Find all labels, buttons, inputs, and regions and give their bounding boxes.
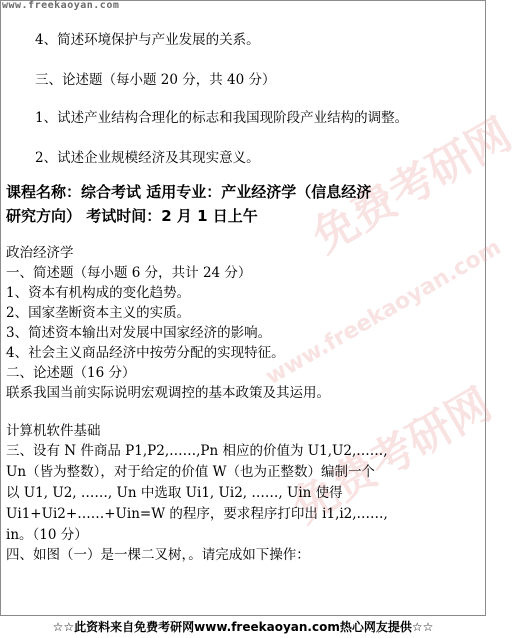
question-text: 四、如图（一）是一棵二叉树，。请完成如下操作： [6, 547, 310, 563]
question-text: 1、资本有机构成的变化趋势。 [6, 285, 191, 301]
section-heading: 二、论述题（16 分） [6, 365, 136, 381]
question-text: 以 U1, U2, ……, Un 中选取 Ui1, Ui2, ……, Uin 使得 [6, 485, 343, 501]
question-text: 三、设有 N 件商品 P1,P2,……,Pn 相应的价值为 U1,U2,……, [6, 443, 388, 459]
section-heading: 三、论述题（每小题 20 分，共 40 分） [35, 72, 276, 88]
question-text: 1、试述产业结构合理化的标志和我国现阶段产业结构的调整。 [35, 110, 409, 126]
question-text: 3、简述资本输出对发展中国家经济的影响。 [6, 325, 272, 341]
watermark-logo: 免费考研网 [284, 378, 501, 533]
course-heading: 课程名称：综合考试 适用专业：产业经济学（信息经济 [6, 183, 372, 201]
watermark-logo: www.freekaoyan.com [261, 234, 506, 391]
course-heading: 研究方向） 考试时间：2 月 1 日上午 [6, 207, 258, 225]
question-text: Un（皆为整数），对于给定的价值 W（也为正整数）编制一个 [6, 464, 375, 480]
watermark-url: www.freekaoyan.com [2, 0, 120, 11]
question-text: Ui1+Ui2+……+Uin=W 的程序，要求程序打印出 i1,i2,……, [6, 506, 388, 522]
question-text: in。（10 分） [6, 527, 88, 543]
footer-banner: ☆☆此资料来自免费考研网www.freekaoyan.com热心网友提供☆☆ [0, 615, 486, 638]
section-heading: 一、简述题（每小题 6 分，共计 24 分） [6, 265, 252, 281]
question-text: 2、试述企业规模经济及其现实意义。 [35, 150, 260, 166]
question-text: 联系我国当前实际说明宏观调控的基本政策及其运用。 [6, 385, 330, 401]
watermark-logo: 免费考研网 [304, 108, 521, 263]
question-text: 4、社会主义商品经济中按劳分配的实现特征。 [6, 345, 285, 361]
subject-title: 计算机软件基础 [6, 423, 101, 439]
question-text: 2、国家垄断资本主义的实质。 [6, 305, 191, 321]
subject-title: 政治经济学 [6, 245, 74, 261]
question-text: 4、简述环境保护与产业发展的关系。 [35, 32, 260, 48]
